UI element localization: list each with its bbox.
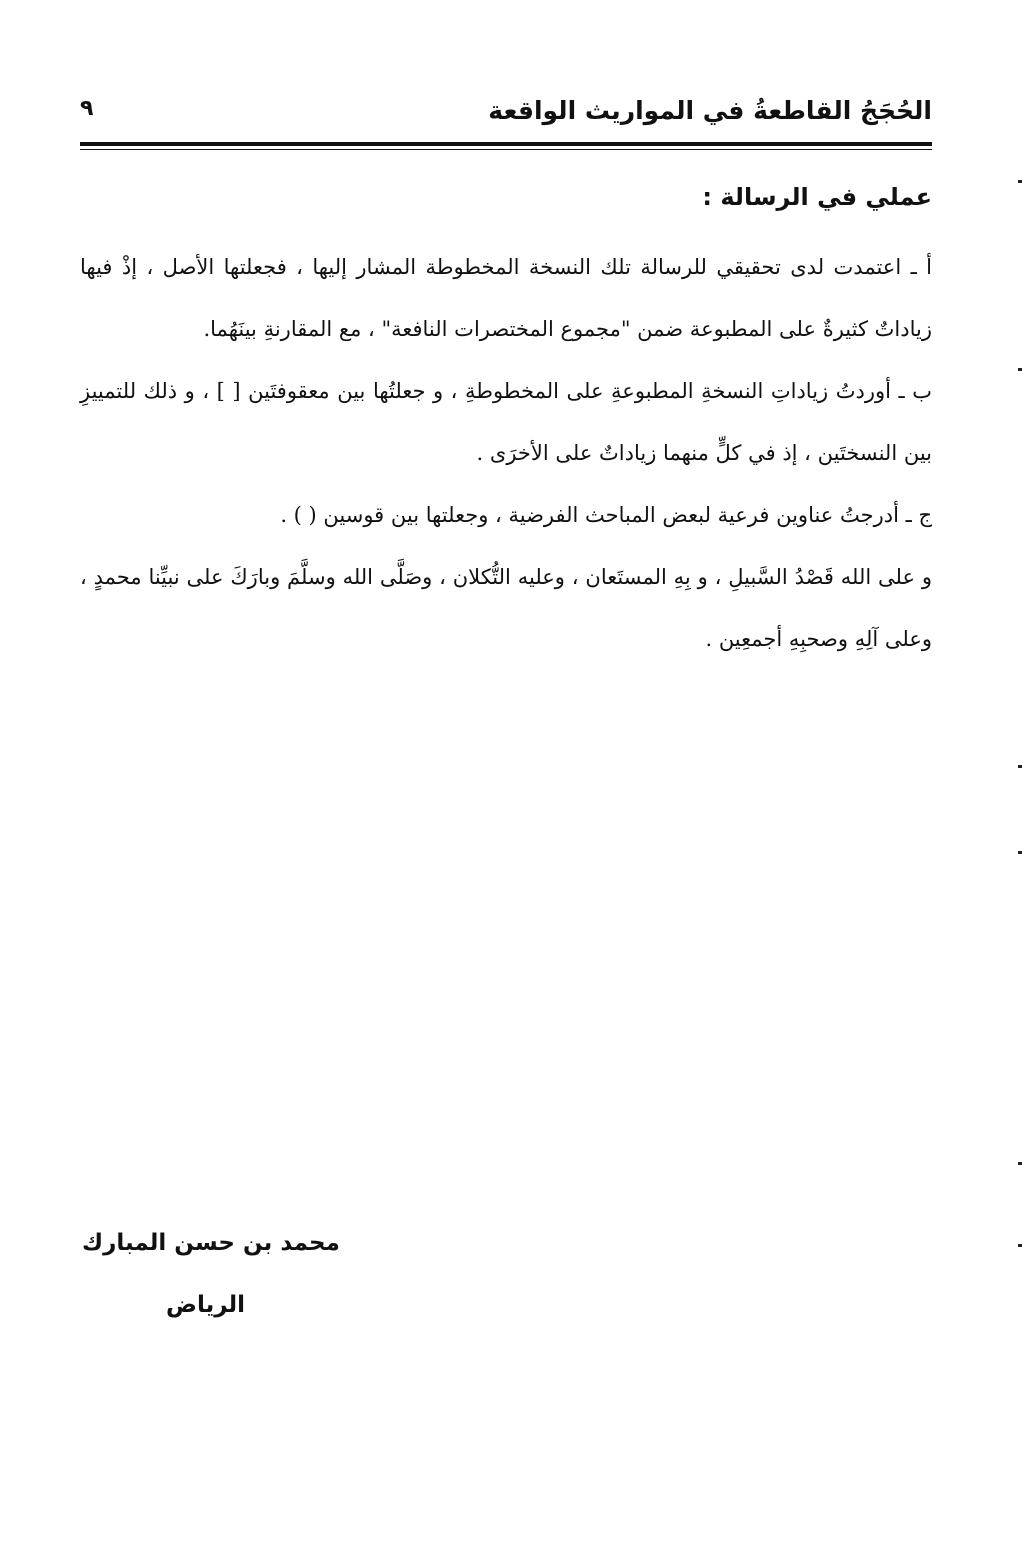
header-rule-thick <box>80 142 932 146</box>
closing-paragraph: و على الله قَصْدُ السَّبيلِ ، و بِهِ المستَعان ، وعليه التُّكلان ، وصَلَّى الله وسلَّمَ وبارَكَ على نبيِّنا محمدٍ ، وعلى آلِهِ وصحبِهِ أجمعِين . <box>80 565 932 651</box>
page-number: ٩ <box>80 96 94 121</box>
running-title: الحُجَجُ القاطعةُ في المواريث الواقعة <box>488 96 932 125</box>
paragraph-ba: ب ـ أوردتُ زياداتِ النسخةِ المطبوعةِ على المخطوطةِ ، و جعلتُها بين معقوفتَين [ ] ، و ذلك للتمييزِ بين النسختَين ، إذ في كلٍّ منهما زياداتٌ على الأخرَى . <box>80 379 932 465</box>
scan-edge-mark <box>1018 1244 1022 1247</box>
scan-edge-mark <box>1018 180 1022 183</box>
paragraph-alif: أ ـ اعتمدت لدى تحقيقي للرسالة تلك النسخة المخطوطة المشار إليها ، فجعلتها الأصل ، إذْ فيها زياداتٌ كثيرةٌ على المطبوعة ضمن "مجموع المختصرات النافعة" ، مع المقارنةِ بينَهُما. <box>80 255 932 341</box>
section-heading: عملي في الرسالة : <box>702 183 932 211</box>
signature-place: الرياض <box>166 1292 246 1318</box>
scan-edge-mark <box>1018 851 1022 854</box>
scan-edge-mark <box>1018 765 1022 768</box>
page-body <box>80 172 932 1318</box>
scan-edge-mark <box>1018 1162 1022 1165</box>
page-header <box>80 92 932 132</box>
header-rule-thin <box>80 149 932 150</box>
author-name: محمد بن حسن المبارك <box>82 1230 340 1256</box>
paragraph-jim: ج ـ أدرجتُ عناوين فرعية لبعض المباحث الفرضية ، وجعلتها بين قوسين ( ) . <box>280 503 932 527</box>
scan-edge-mark <box>1018 368 1022 371</box>
